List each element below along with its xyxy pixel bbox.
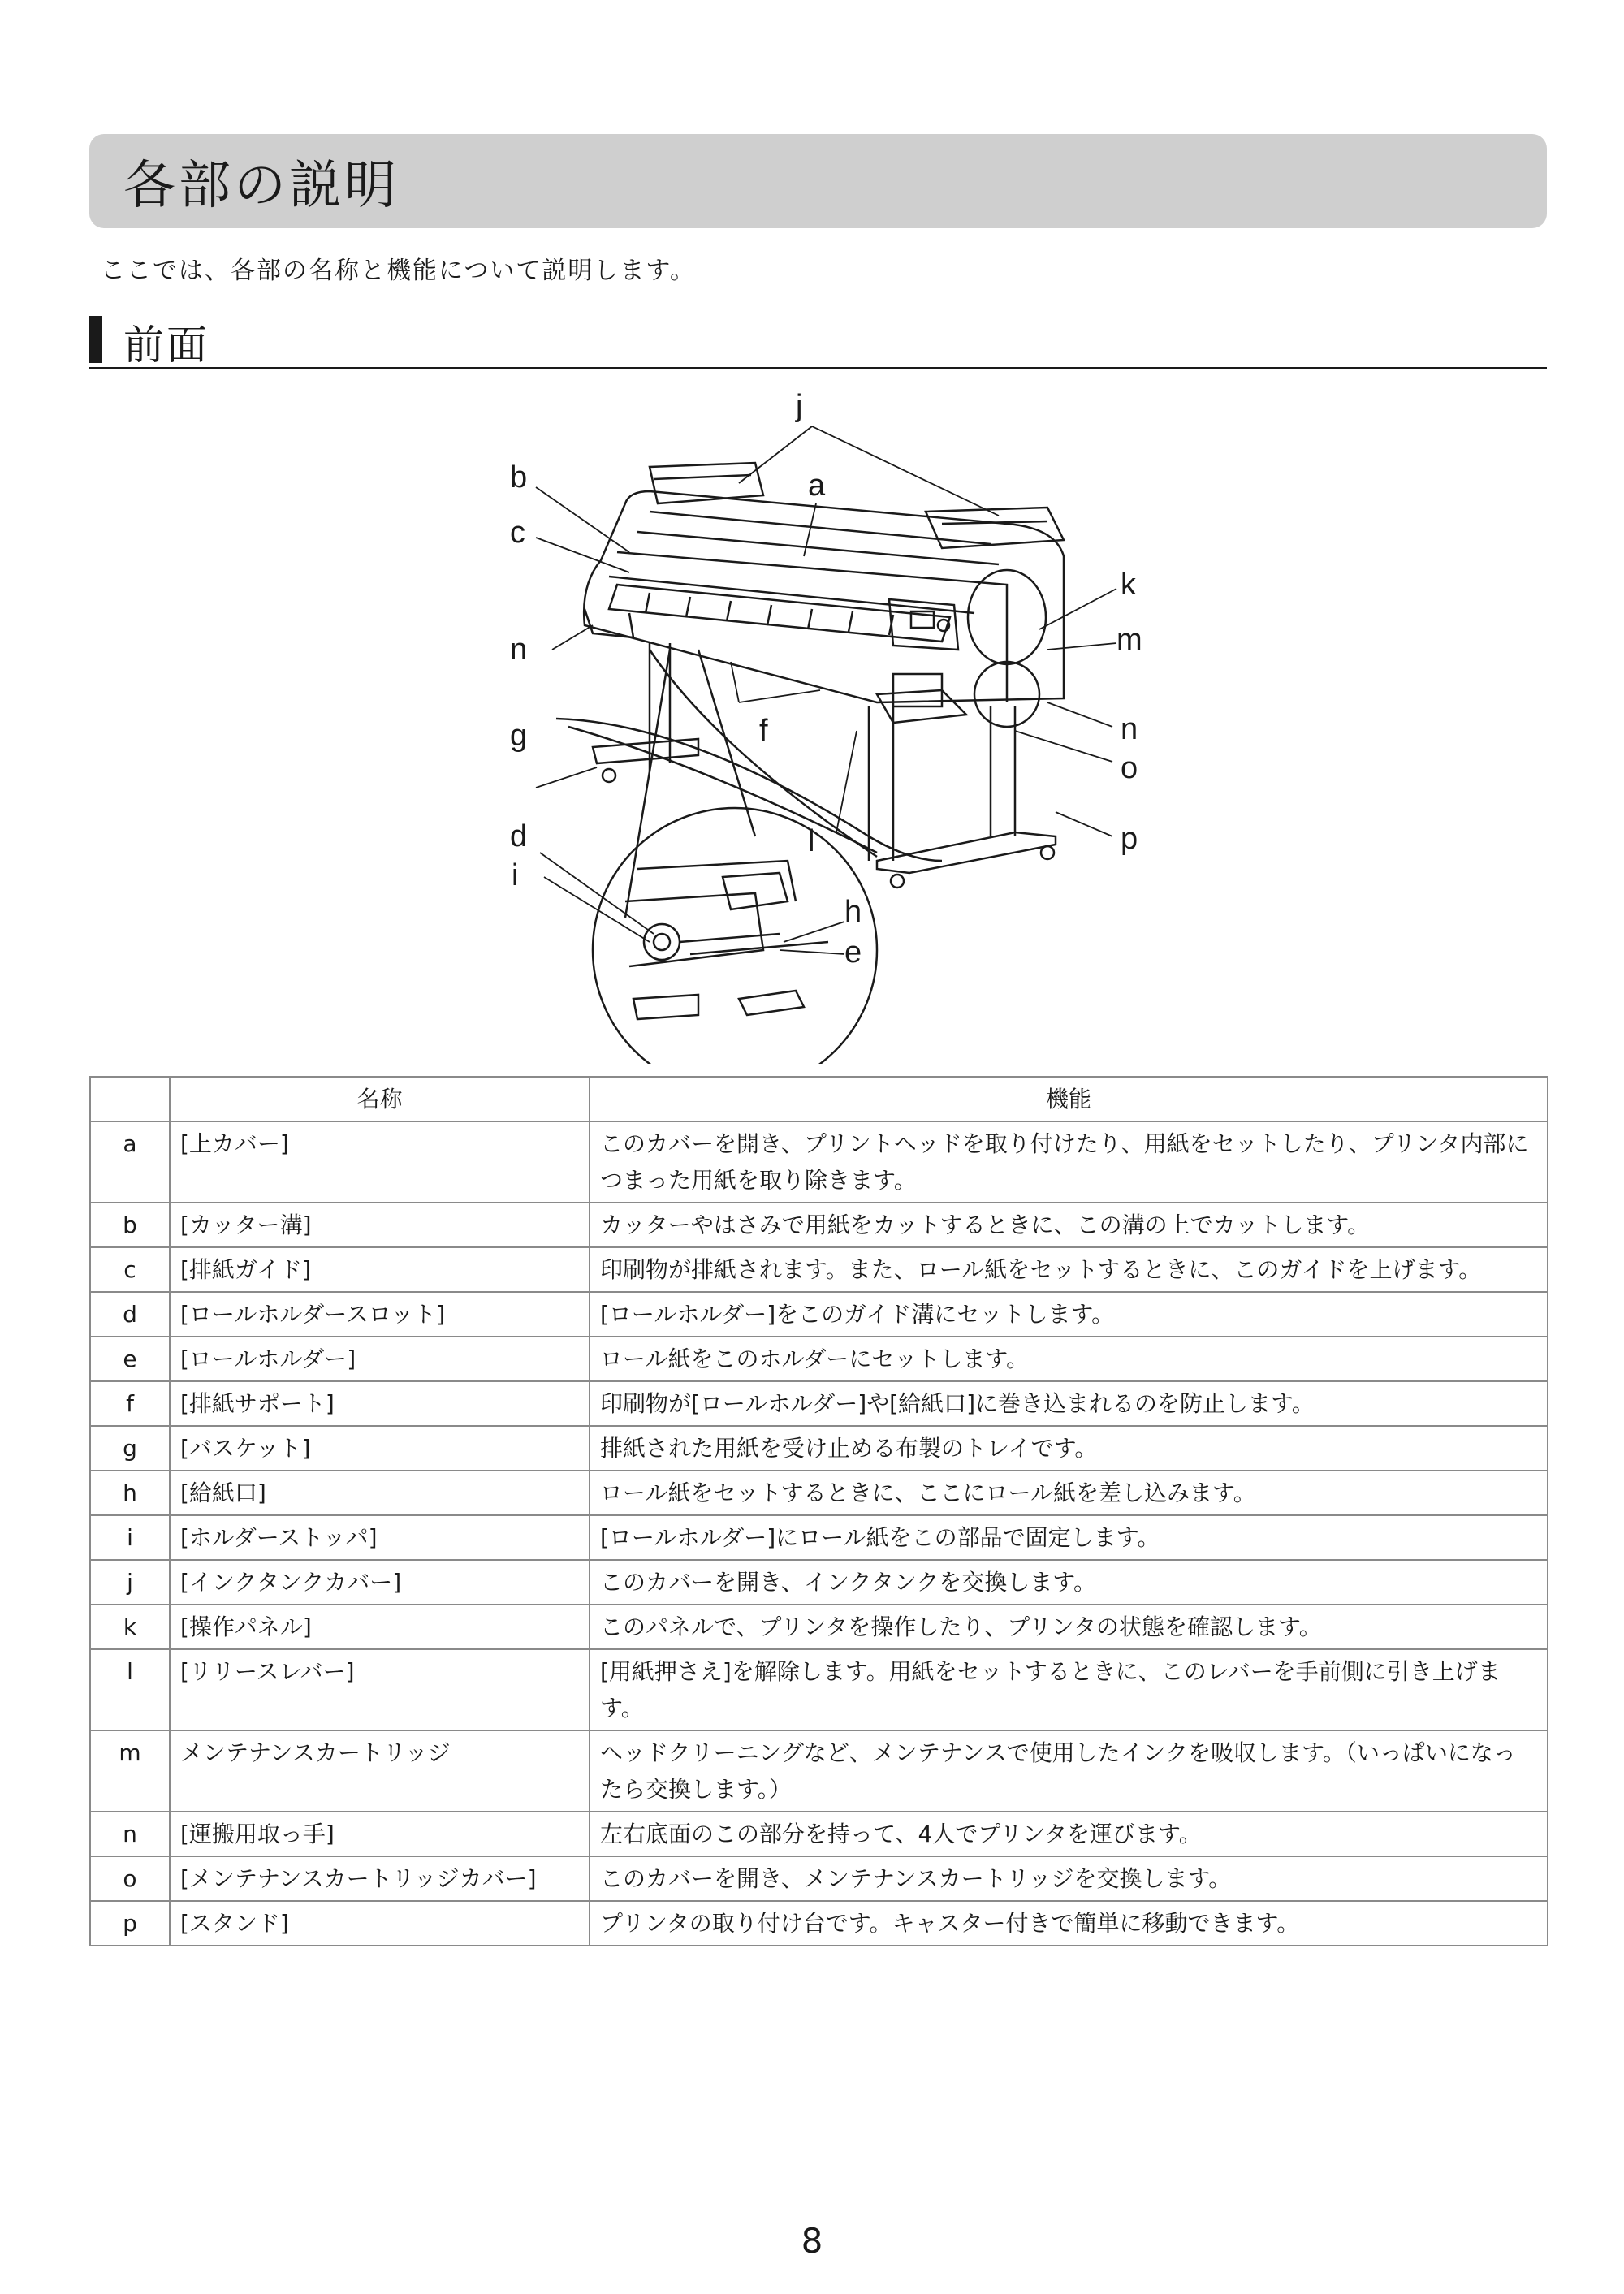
- row-key: d: [90, 1292, 170, 1337]
- figure-label-e: e: [844, 935, 862, 970]
- row-key: e: [90, 1337, 170, 1381]
- header-function: 機能: [590, 1077, 1548, 1121]
- row-function: このパネルで、プリンタを操作したり、プリンタの状態を確認します。: [590, 1605, 1548, 1649]
- figure-label-c: c: [510, 516, 525, 550]
- printer-diagram: [487, 382, 1153, 1064]
- row-key: a: [90, 1121, 170, 1203]
- row-name: [給紙口]: [170, 1471, 590, 1515]
- figure-label-i: i: [512, 858, 519, 892]
- header-name: 名称: [170, 1077, 590, 1121]
- table-row: [90, 1121, 1548, 1203]
- figure-label-g: g: [510, 719, 528, 753]
- title-bar: [89, 134, 1547, 228]
- table-row: [90, 1730, 1548, 1812]
- row-name: [操作パネル]: [170, 1605, 590, 1649]
- table-row: [90, 1247, 1548, 1292]
- page-number: 8: [801, 2221, 823, 2261]
- table-row: [90, 1560, 1548, 1605]
- row-function: ロール紙をこのホルダーにセットします。: [590, 1337, 1548, 1381]
- figure-label-f: f: [759, 714, 768, 748]
- printer-illustration: [487, 382, 1153, 1064]
- printer-line-art: [556, 463, 1064, 1064]
- row-function: 左右底面のこの部分を持って、4人でプリンタを運びます。: [590, 1812, 1548, 1856]
- row-name: [排紙サポート]: [170, 1381, 590, 1426]
- table-row: [90, 1292, 1548, 1337]
- row-key: j: [90, 1560, 170, 1605]
- figure-label-a: a: [808, 469, 826, 503]
- row-name: メンテナンスカートリッジ: [170, 1730, 590, 1812]
- table-row: [90, 1471, 1548, 1515]
- table-row: [90, 1649, 1548, 1730]
- row-key: b: [90, 1203, 170, 1247]
- section-bar-marker: [89, 316, 102, 363]
- figure-label-n-right: n: [1121, 712, 1138, 746]
- row-name: [バスケット]: [170, 1426, 590, 1471]
- leader-lines: [536, 426, 1116, 954]
- row-function: このカバーを開き、メンテナンスカートリッジを交換します。: [590, 1856, 1548, 1901]
- figure-label-group: [510, 389, 1142, 970]
- header-key: [90, 1077, 170, 1121]
- row-name: [スタンド]: [170, 1901, 590, 1946]
- row-key: o: [90, 1856, 170, 1901]
- row-function: [ロールホルダー]にロール紙をこの部品で固定します。: [590, 1515, 1548, 1560]
- row-key: c: [90, 1247, 170, 1292]
- intro-text: ここでは、各部の名称と機能について説明します。: [101, 257, 696, 285]
- table-row: [90, 1337, 1548, 1381]
- page-title: 各部の説明: [123, 156, 400, 216]
- row-key: k: [90, 1605, 170, 1649]
- table-header-row: [90, 1077, 1548, 1121]
- parts-table: [89, 1076, 1548, 1946]
- row-name: [ホルダーストッパ]: [170, 1515, 590, 1560]
- row-name: [運搬用取っ手]: [170, 1812, 590, 1856]
- section-title: 前面: [123, 322, 209, 369]
- row-name: [上カバー]: [170, 1121, 590, 1203]
- row-name: [ロールホルダースロット]: [170, 1292, 590, 1337]
- row-function: ロール紙をセットするときに、ここにロール紙を差し込みます。: [590, 1471, 1548, 1515]
- table-row: [90, 1856, 1548, 1901]
- row-name: [カッター溝]: [170, 1203, 590, 1247]
- table-row: [90, 1605, 1548, 1649]
- row-function: このカバーを開き、プリントヘッドを取り付けたり、用紙をセットしたり、プリンタ内部につまった用紙を取り除きます。: [590, 1121, 1548, 1203]
- figure-label-p: p: [1121, 822, 1138, 856]
- table-row: [90, 1901, 1548, 1946]
- figure-label-j: j: [796, 389, 803, 423]
- row-function: カッターやはさみで用紙をカットするときに、この溝の上でカットします。: [590, 1203, 1548, 1247]
- figure-label-d: d: [510, 819, 528, 853]
- row-name: [ロールホルダー]: [170, 1337, 590, 1381]
- row-key: f: [90, 1381, 170, 1426]
- row-name: [排紙ガイド]: [170, 1247, 590, 1292]
- row-key: h: [90, 1471, 170, 1515]
- row-key: l: [90, 1649, 170, 1730]
- table-row: [90, 1515, 1548, 1560]
- row-function: プリンタの取り付け台です。キャスター付きで簡単に移動できます。: [590, 1901, 1548, 1946]
- row-function: 印刷物が[ロールホルダー]や[給紙口]に巻き込まれるのを防止します。: [590, 1381, 1548, 1426]
- row-function: ヘッドクリーニングなど、メンテナンスで使用したインクを吸収します。（いっぱいになったら交換します。）: [590, 1730, 1548, 1812]
- table-row: [90, 1381, 1548, 1426]
- row-name: [リリースレバー]: [170, 1649, 590, 1730]
- figure-label-m: m: [1116, 623, 1142, 657]
- row-name: [インクタンクカバー]: [170, 1560, 590, 1605]
- section-header: [89, 313, 1547, 369]
- figure-label-h: h: [844, 895, 862, 929]
- table-row: [90, 1426, 1548, 1471]
- row-function: 印刷物が排紙されます。また、ロール紙をセットするときに、このガイドを上げます。: [590, 1247, 1548, 1292]
- row-function: [用紙押さえ]を解除します。用紙をセットするときに、このレバーを手前側に引き上げます。: [590, 1649, 1548, 1730]
- figure-label-o: o: [1121, 751, 1138, 785]
- row-name: [メンテナンスカートリッジカバー]: [170, 1856, 590, 1901]
- row-function: 排紙された用紙を受け止める布製のトレイです。: [590, 1426, 1548, 1471]
- row-function: このカバーを開き、インクタンクを交換します。: [590, 1560, 1548, 1605]
- row-key: n: [90, 1812, 170, 1856]
- table-row: [90, 1812, 1548, 1856]
- row-function: [ロールホルダー]をこのガイド溝にセットします。: [590, 1292, 1548, 1337]
- figure-label-l: l: [808, 824, 815, 858]
- row-key: g: [90, 1426, 170, 1471]
- table-row: [90, 1203, 1548, 1247]
- figure-label-b: b: [510, 460, 528, 495]
- figure-label-k: k: [1121, 568, 1136, 602]
- row-key: i: [90, 1515, 170, 1560]
- figure-label-n-left: n: [510, 633, 528, 667]
- row-key: p: [90, 1901, 170, 1946]
- row-key: m: [90, 1730, 170, 1812]
